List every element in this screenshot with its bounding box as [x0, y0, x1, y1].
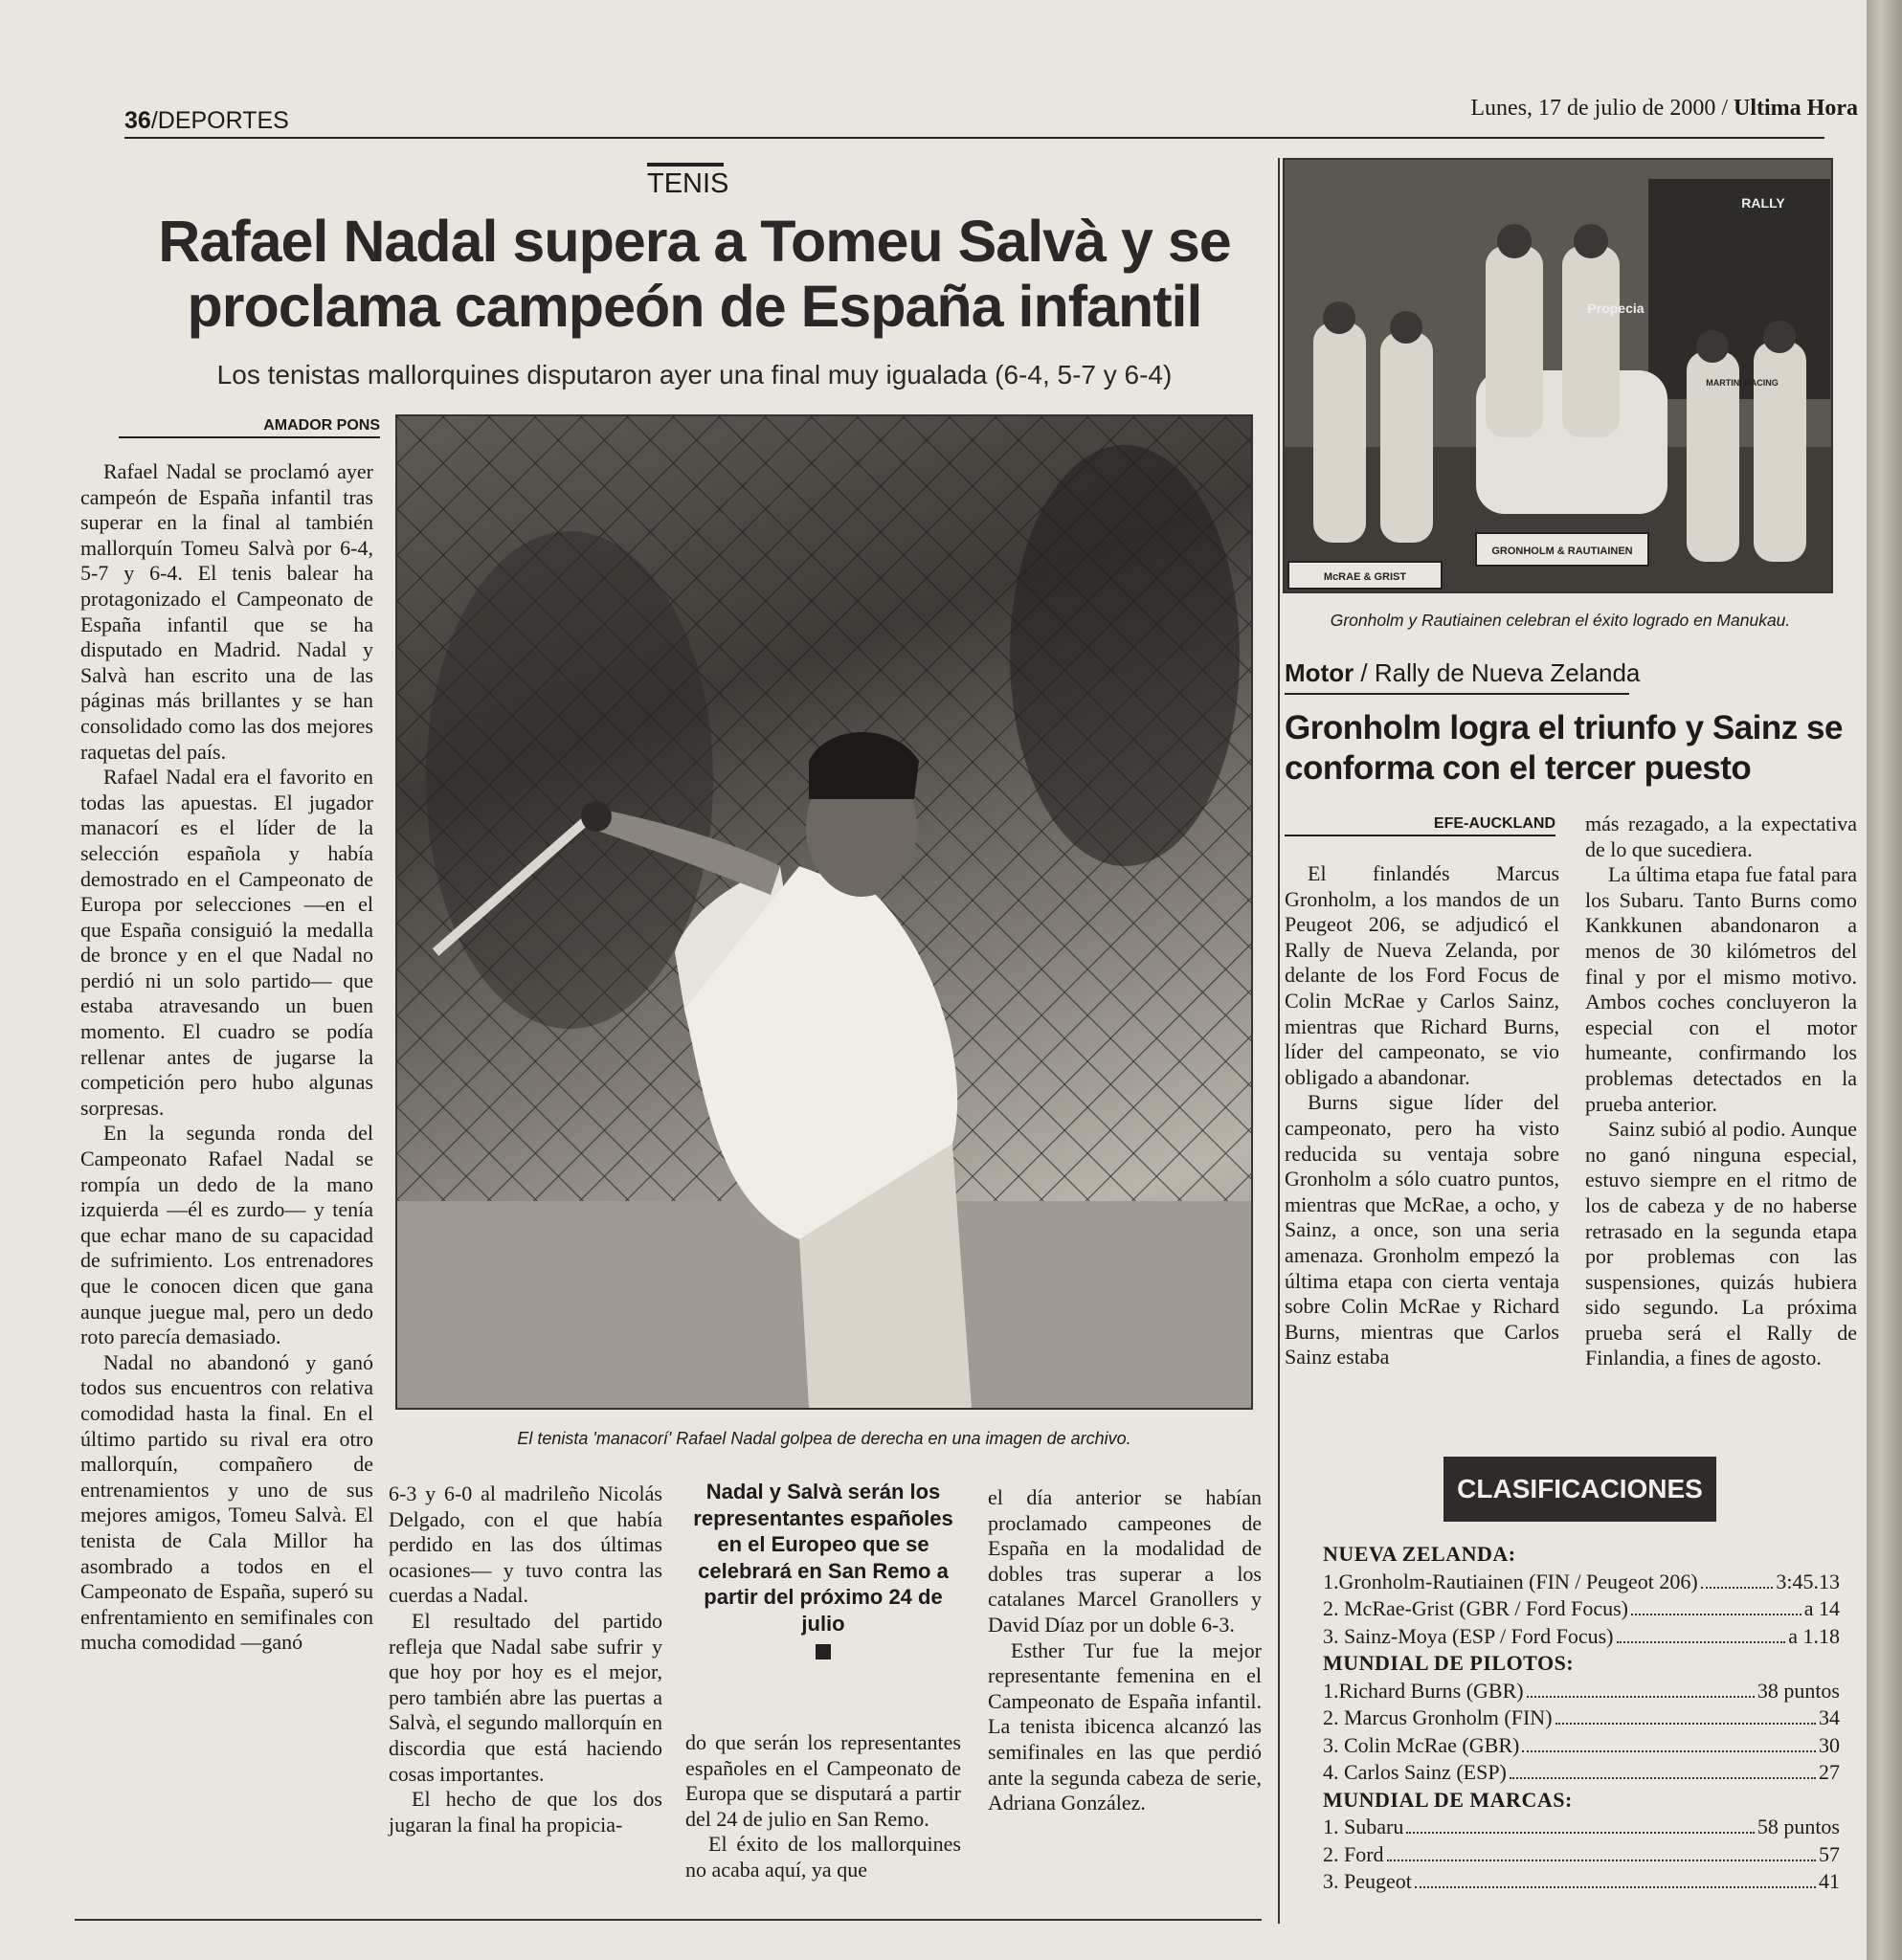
- standings-row: 3. Peugeot 41: [1323, 1869, 1840, 1893]
- tennis-photo-caption: El tenista 'manacorí' Rafael Nadal golpea de derecha en una imagen de archivo.: [517, 1429, 1131, 1448]
- standings-row: 2. Marcus Gronholm (FIN) 34: [1323, 1705, 1840, 1729]
- standings-row: 2. McRae-Grist (GBR / Ford Focus) a 14: [1323, 1596, 1840, 1620]
- issue-date: Lunes, 17 de julio de 2000: [1470, 96, 1716, 121]
- header-rule: [124, 137, 1824, 139]
- tennis-column-2: [389, 1481, 662, 1838]
- rally-podium-photo: [1283, 158, 1833, 593]
- tennis-column-4: [988, 1485, 1262, 1816]
- standings-row: 1.Richard Burns (GBR) 38 puntos: [1323, 1678, 1840, 1703]
- photo-label-gronholm: GRONHOLM & RAUTIAINEN: [1491, 546, 1633, 557]
- standings-row: 4. Carlos Sainz (ESP) 27: [1323, 1760, 1840, 1784]
- paragraph: La última etapa fue fatal para los Subaru. Tanto Burns como Kankkunen abandonaron a menos de 30 kilómetros del final y por el mismo motivo. Ambos coches concluyeron la especial con el motor humeante, confirmando los problemas detectados en la prueba anterior.: [1585, 862, 1857, 1116]
- section-tag: TENIS: [647, 163, 724, 200]
- tennis-photo: [395, 414, 1253, 1410]
- main-headline: Rafael Nadal supera a Tomeu Salvà y se proclama campeón de España infantil: [158, 209, 1231, 339]
- motor-section-label: Motor / Rally de Nueva Zelanda: [1285, 658, 1641, 687]
- paragraph: do que serán los representantes españoles en el Campeonato de Europa que se disputará a partir del 24 de julio en San Remo.: [685, 1730, 961, 1831]
- standings-table: [1323, 1541, 1840, 1896]
- end-square-icon: [816, 1644, 831, 1659]
- standings-title: CLASIFICACIONES: [1443, 1457, 1716, 1522]
- photo-label-mcrae: McRAE & GRIST: [1323, 571, 1407, 583]
- motor-column-2: [1585, 812, 1857, 1371]
- standings-row: 2. Ford 57: [1323, 1841, 1840, 1866]
- subheadline: Los tenistas mallorquines disputaron ayer una final muy igualada (6-4, 5-7 y 6-4): [216, 360, 1173, 390]
- pull-quote: [689, 1479, 957, 1659]
- paragraph: El hecho de que los dos jugaran la final ha propicia-: [389, 1787, 662, 1837]
- paragraph: Rafael Nadal se proclamó ayer campeón de España infantil tras superar en la final al también mallorquín Tomeu Salvà por 6-4, 5-7 y 6-4. El tenis balear ha protagonizado el Campeonato de España infantil que se ha disputado en Madrid. Nadal y Salvà han escrito una de las páginas más brillantes y se han consolidado como las dos mejores raquetas del país.: [80, 459, 373, 764]
- tennis-column-1: [80, 459, 373, 1656]
- paragraph: El éxito de los mallorquines no acaba aquí, ya que: [685, 1832, 961, 1882]
- standings-row: 1. Subaru 58 puntos: [1323, 1815, 1840, 1838]
- paragraph: Esther Tur fue la mejor representante femenina en el Campeonato de España infantil. La tenista ibicenca alcanzó las semifinales en las que perdió ante la segunda cabeza de serie, Adriana González.: [988, 1637, 1262, 1815]
- standings-row: 1.Gronholm-Rautiainen (FIN / Peugeot 206) 3:45.13: [1323, 1569, 1840, 1593]
- paragraph: el día anterior se habían proclamado campeones de España en la modalidad de dobles tras superar a los catalanes Marcel Granollers y David Díaz por un doble 6-3.: [988, 1485, 1262, 1637]
- page-folio: [124, 107, 289, 135]
- page-number: 36: [124, 107, 151, 134]
- motor-section: Motor: [1285, 658, 1354, 687]
- standings-heading: MUNDIAL DE PILOTOS:: [1323, 1651, 1575, 1675]
- paragraph: El finlandés Marcus Gronholm, a los mandos de un Peugeot 206, se adjudicó el Rally de Nueva Zelanda, por delante de los Ford Focus de Colin McRae y Carlos Sainz, mientras que Richard Burns, líder del campeonato, se vio obligado a abandonar.: [1285, 861, 1559, 1089]
- photo-label-sponsor: Propecia: [1587, 301, 1645, 316]
- newspaper-name: Ultima Hora: [1734, 96, 1858, 121]
- standings-heading: NUEVA ZELANDA:: [1323, 1542, 1516, 1566]
- rally-photo-caption: Gronholm y Rautiainen celebran el éxito logrado en Manukau.: [1330, 611, 1791, 630]
- photo-label-rally: RALLY: [1741, 195, 1785, 211]
- standings-heading: MUNDIAL DE MARCAS:: [1323, 1787, 1573, 1812]
- page-binding-edge: [1867, 0, 1902, 1960]
- paragraph: más rezagado, a la expectativa de lo que sucediera.: [1585, 812, 1857, 861]
- motor-byline: EFE-AUCKLAND: [1285, 815, 1555, 836]
- dateline: Lunes, 17 de julio de 2000 / Ultima Hora: [1470, 96, 1858, 121]
- paragraph: Nadal no abandonó y ganó todos sus encuentros con relativa comodidad hasta la final. En el último partido su rival era otro mallorquín, compañero de entrenamientos y uno de sus mejores amigos, Tomeu Salvà. El tenista de Cala Millor ha asombrado a todos en el Campeonato de España, superó su enfrentamiento en semifinales con mucha comodidad —ganó: [80, 1349, 373, 1655]
- tennis-player-illustration: [397, 416, 1251, 1408]
- bottom-rule: [75, 1919, 1262, 1921]
- rally-podium-illustration: [1285, 160, 1831, 591]
- section-name: /DEPORTES: [150, 107, 289, 134]
- paragraph: El resultado del partido refleja que Nadal sabe sufrir y que hoy por hoy es el mejor, pero también abre las puertas a Salvà, el segundo mallorquín en discordia que está haciendo cosas importantes.: [389, 1608, 662, 1786]
- column-divider: [1278, 158, 1280, 1924]
- motor-column-1: [1285, 861, 1559, 1370]
- paragraph: En la segunda ronda del Campeonato Rafael Nadal se rompía un dedo de la mano izquierda —él es zurdo— y tenía que echar mano de su capacidad de sufrimiento. Los entrenadores que le conocen dicen que gana aunque juegue mal, pero un dedo roto parecía demasiado.: [80, 1121, 373, 1349]
- tennis-column-3: [685, 1730, 961, 1883]
- motor-section-rule: [1285, 693, 1629, 695]
- standings-row: 3. Sainz-Moya (ESP / Ford Focus) a 1.18: [1323, 1623, 1840, 1648]
- pull-quote-text: Nadal y Salvà serán los representantes españoles en el Europeo que se celebrará en San Remo a partir del próximo 24 de julio: [693, 1480, 953, 1636]
- motor-subsection: Rally de Nueva Zelanda: [1374, 658, 1641, 687]
- paragraph: Burns sigue líder del campeonato, pero ha visto reducida su ventaja sobre Gronholm a sólo cuatro puntos, mientras que McRae, a ocho, y Sainz, a once, son una seria amenaza. Gronholm empezó la última etapa con cierta ventaja sobre Colin McRae y Richard Burns, mientras que Carlos Sainz estaba: [1285, 1090, 1559, 1370]
- paragraph: Rafael Nadal era el favorito en todas las apuestas. El jugador manacorí es el líder de la selección española y había demostrado en el Campeonato de Europa por selecciones —en el que España consiguió la medalla de bronce y en el que Nadal no perdió ni un solo partido— que estaba atravesando un buen momento. El cuadro se podía rellenar antes de jugarse la competición pero hubo algunas sorpresas.: [80, 765, 373, 1120]
- paragraph: 6-3 y 6-0 al madrileño Nicolás Delgado, con el que había perdido en las dos últimas ocasiones— y tuvo contra las cuerdas a Nadal.: [389, 1481, 662, 1608]
- paragraph: Sainz subió al podio. Aunque no ganó ninguna especial, estuvo siempre en el ritmo de los de cabeza y de no haberse retrasado en la segunda etapa por problemas con las suspensiones, quizás hubiera sido segundo. La próxima prueba será el Rally de Finlandia, a fines de agosto.: [1585, 1117, 1857, 1370]
- motor-headline: Gronholm logra el triunfo y Sainz se conforma con el tercer puesto: [1285, 709, 1843, 787]
- photo-label-martini: MARTINI RACING: [1706, 378, 1779, 388]
- standings-row: 3. Colin McRae (GBR) 30: [1323, 1732, 1840, 1757]
- byline: AMADOR PONS: [119, 417, 380, 438]
